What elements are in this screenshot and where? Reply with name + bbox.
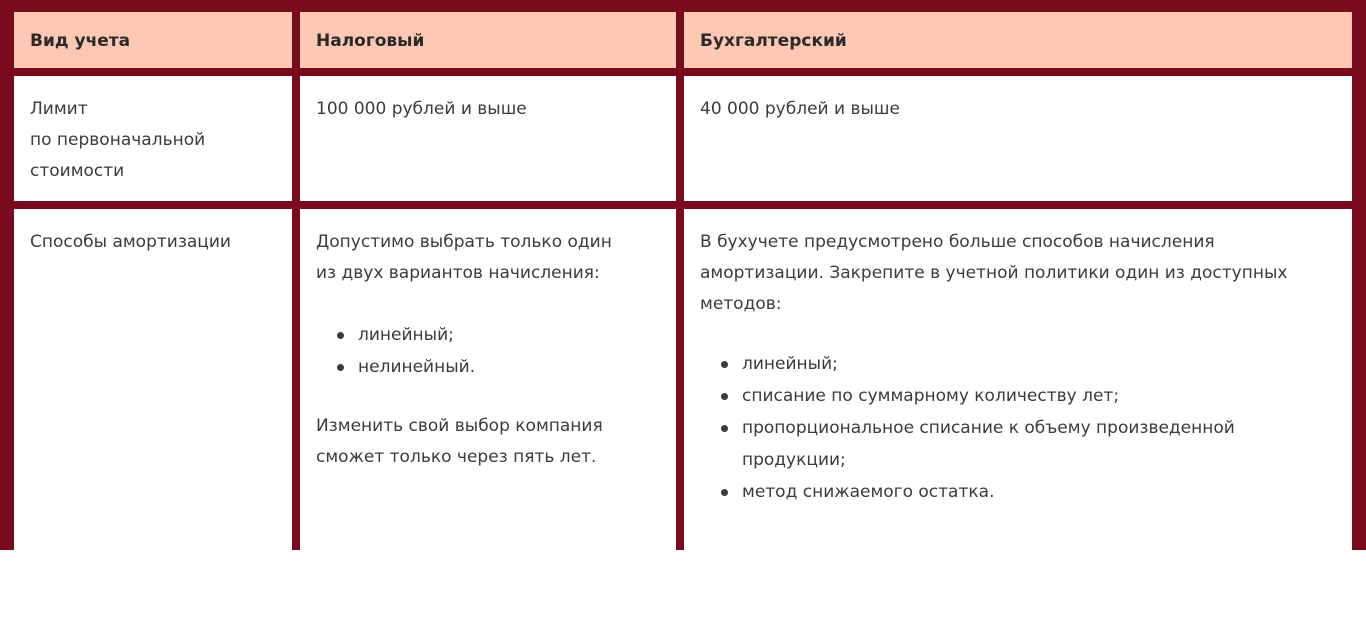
list-item: метод снижаемого остатка. <box>742 476 1296 508</box>
list-item: линейный; <box>742 348 1296 380</box>
table-header-row <box>14 12 1352 68</box>
accounting-intro-line: В бухучете предусмотрено больше способов начисления <box>700 232 1215 252</box>
accounting-intro-line: методов: <box>700 294 782 314</box>
accounting-methods-list <box>700 348 1336 508</box>
list-item: списание по суммарному количеству лет; <box>742 380 1296 412</box>
list-item: нелинейный. <box>358 351 660 383</box>
cell-methods-accounting <box>684 209 1352 629</box>
depreciation-comparison-table <box>6 4 1360 637</box>
header-accounting: Бухгалтерский <box>684 12 1352 68</box>
tax-intro-line: из двух вариантов начисления: <box>316 263 600 283</box>
table-row-methods <box>14 209 1352 629</box>
header-accounting-type: Вид учета <box>14 12 292 68</box>
limit-tax-value: 100 000 рублей и выше <box>316 99 527 119</box>
list-item: пропорциональное списание к объему произведенной продукции; <box>742 412 1296 476</box>
limit-label-line: стоимости <box>30 161 125 181</box>
cell-methods-tax <box>300 209 676 629</box>
tax-note-line: Изменить свой выбор компания <box>316 416 603 436</box>
methods-label: Способы амортизации <box>30 232 231 252</box>
tax-intro-line: Допустимо выбрать только один <box>316 232 612 252</box>
cell-limit-accounting <box>684 76 1352 201</box>
list-item: линейный; <box>358 319 660 351</box>
header-tax: Налоговый <box>300 12 676 68</box>
cell-limit-label <box>14 76 292 201</box>
limit-label-line: Лимит <box>30 99 88 119</box>
limit-label-line: по первоначальной <box>30 130 206 150</box>
cell-methods-label <box>14 209 292 629</box>
limit-accounting-value: 40 000 рублей и выше <box>700 99 900 119</box>
tax-methods-list <box>316 319 660 383</box>
accounting-intro-line: амортизации. Закрепите в учетной политики один из доступных <box>700 263 1288 283</box>
tax-note-line: сможет только через пять лет. <box>316 447 597 467</box>
table-row-limit <box>14 76 1352 201</box>
cell-limit-tax <box>300 76 676 201</box>
